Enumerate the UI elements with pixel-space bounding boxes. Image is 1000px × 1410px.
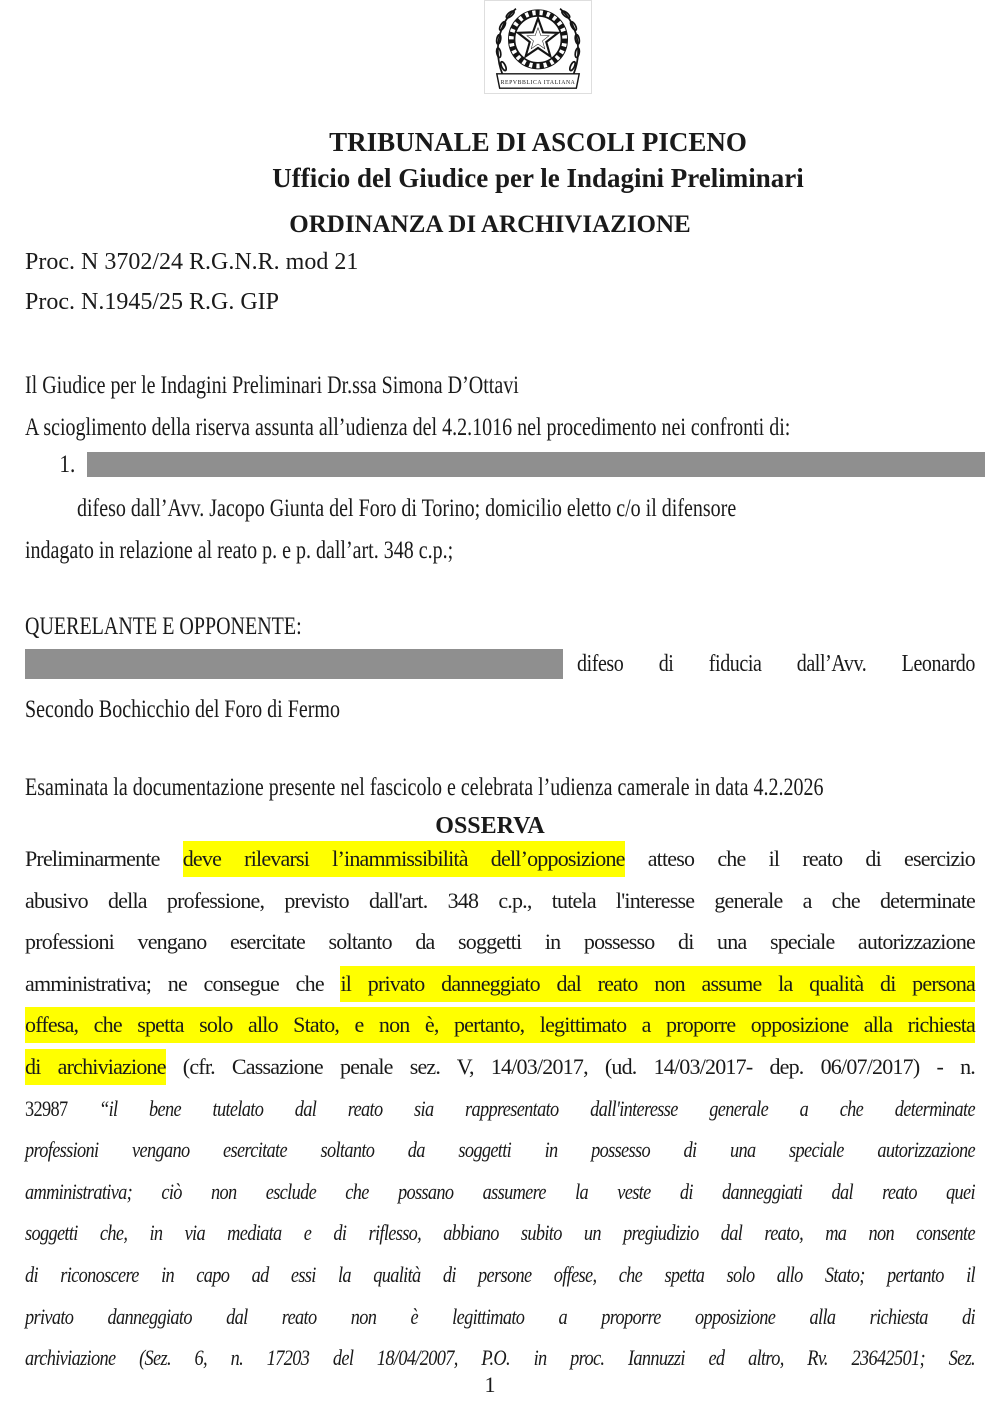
highlighted-text: di archiviazione xyxy=(25,1049,166,1085)
complainant-heading: QUERELANTE E OPPONENTE: xyxy=(25,613,302,640)
complainant-defense-wrap xyxy=(577,651,975,678)
quoted-text: professioni vengano esercitate soltanto da soggetti in possesso di una speciale autorizzazione xyxy=(25,1137,975,1163)
body-line xyxy=(25,880,975,922)
defense-counsel-line: difeso dall’Avv. Jacopo Giunta del Foro di Torino; domicilio eletto c/o il difensore xyxy=(77,495,737,522)
body-line xyxy=(25,963,975,1005)
body-line xyxy=(25,838,975,880)
body-line xyxy=(25,1171,975,1213)
examined-line: Esaminata la documentazione presente nel fascicolo e celebrata l’udienza camerale in data 4.2.2026 xyxy=(25,774,824,801)
body-text: atteso che il reato di esercizio xyxy=(624,846,975,871)
quoted-text: amministrativa; ciò non esclude che possano assumere la veste di danneggiati dal reato quei xyxy=(25,1178,975,1204)
document-title: ORDINANZA DI ARCHIVIAZIONE xyxy=(289,211,691,238)
body-line xyxy=(25,1254,975,1296)
body-text: amministrativa; ne consegue che xyxy=(25,970,341,996)
court-title: TRIBUNALE DI ASCOLI PICENO xyxy=(329,127,747,157)
body-line xyxy=(25,1004,975,1046)
laurel-branch-left xyxy=(496,9,516,82)
office-subtitle: Ufficio del Giudice per le Indagini Preliminari xyxy=(272,163,804,193)
oak-branch-right xyxy=(560,9,580,82)
italian-republic-emblem-icon xyxy=(485,1,591,93)
body-text: Preliminarmente xyxy=(25,846,183,871)
quoted-text: “il bene tutelato dal reato sia rappresentato dall'interesse generale a che determinate xyxy=(99,1095,975,1121)
judge-line: Il Giudice per le Indagini Preliminari Dr.ssa Simona D’Ottavi xyxy=(25,372,519,399)
defendant-number: 1. xyxy=(59,451,76,478)
body-text: professioni vengano esercitate soltanto da soggetti in possesso di una speciale autorizzazione xyxy=(25,929,975,955)
body-line xyxy=(25,1296,975,1338)
body-line xyxy=(25,1046,975,1088)
quoted-text: privato danneggiato dal reato non è legittimato a proporre opposizione alla richiesta di xyxy=(25,1303,975,1329)
body-line xyxy=(25,921,975,963)
highlighted-text: deve rilevarsi l’inammissibilità dell’opposizione xyxy=(183,841,625,877)
quoted-text: archiviazione (Sez. 6, n. 17203 del 18/04/2007, P.O. in proc. Iannuzzi ed altro, Rv. 23642501; Sez. xyxy=(25,1345,975,1371)
body-text: abusivo della professione, previsto dall'art. 348 c.p., tutela l'interesse generale a che determinate xyxy=(25,887,975,913)
body-line xyxy=(25,1088,975,1130)
quoted-text: di riconoscere in capo ad essi la qualità di persone offese, che spetta solo allo Stato; pertanto il xyxy=(25,1261,975,1287)
redacted-name-bar xyxy=(25,649,563,679)
quoted-text: soggetti che, in via mediata e di riflesso, abbiano subito un pregiudizio dal reato, ma non consente xyxy=(25,1220,975,1246)
body-text: 32987 xyxy=(25,1095,100,1121)
body-text: (cfr. Cassazione penale sez. V, 14/03/2017, (ud. 14/03/2017- dep. 06/07/2017) - n. xyxy=(165,1053,975,1079)
body-line xyxy=(25,1129,975,1171)
defendant-row xyxy=(25,452,985,477)
osserva-heading: OSSERVA xyxy=(435,813,545,839)
observation-paragraph xyxy=(25,838,975,1379)
body-line xyxy=(25,1212,975,1254)
complainant-defense-line: difeso di fiducia dall’Avv. Leonardo xyxy=(577,650,975,677)
redacted-name-bar xyxy=(87,452,985,477)
page-number: 1 xyxy=(484,1372,496,1397)
complainant-row xyxy=(25,649,975,679)
highlighted-text: offesa, che spetta solo allo Stato, e non è, pertanto, legittimato a proporre opposizione alla richiesta xyxy=(25,1007,975,1043)
highlighted-text: il privato danneggiato dal reato non assume la qualità di persona xyxy=(340,966,975,1002)
charge-line: indagato in relazione al reato p. e p. dall’art. 348 c.p.; xyxy=(25,537,454,564)
emblem-banner-text: REPVBBLICA ITALIANA xyxy=(500,79,576,86)
reserve-line: A scioglimento della riserva assunta all’udienza del 4.2.1016 nel procedimento nei confronti di: xyxy=(25,414,791,441)
case-number-rgnr: Proc. N 3702/24 R.G.N.R. mod 21 xyxy=(25,249,359,275)
case-number-gip: Proc. N.1945/25 R.G. GIP xyxy=(25,289,280,315)
complainant-defense-line-2: Secondo Bochicchio del Foro di Fermo xyxy=(25,696,340,723)
emblem-box xyxy=(484,0,592,94)
